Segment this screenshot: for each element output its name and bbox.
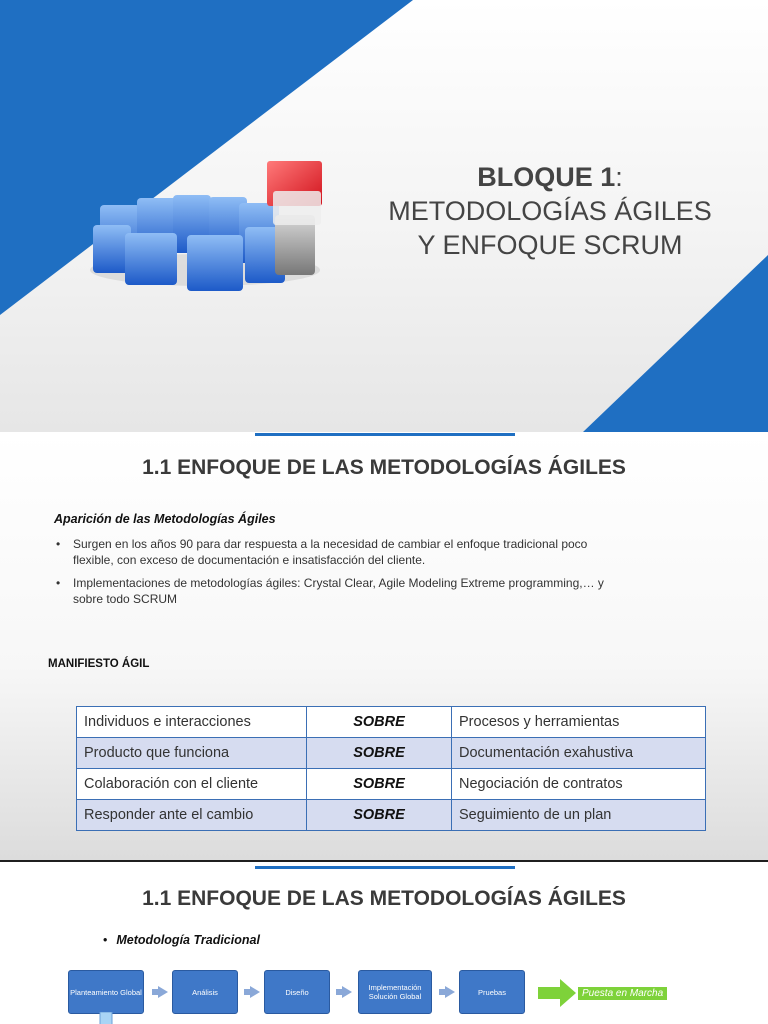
flow-arrow	[250, 986, 260, 998]
flow-step-planteamiento: Planteamiento Global	[68, 970, 144, 1014]
table-cell: Documentación exahustiva	[452, 738, 706, 769]
slide-heading: 1.1 ENFOQUE DE LAS METODOLOGÍAS ÁGILES	[142, 456, 626, 479]
title-colon: :	[615, 162, 623, 192]
content-slide-1	[0, 432, 768, 860]
bottom-right-blue-triangle	[583, 255, 768, 432]
flow-final-step: Puesta en Marcha	[578, 987, 667, 1000]
bullet-item: • Surgen en los años 90 para dar respuesta a la necesidad de cambiar el enfoque tradicional poco flexible, con exceso de documentación e insatisfacción del cliente.	[56, 536, 616, 568]
table-row	[77, 707, 706, 738]
table-cell: Responder ante el cambio	[77, 800, 307, 831]
table-cell: Procesos y herramientas	[452, 707, 706, 738]
manifesto-table	[76, 706, 706, 831]
flow-arrow	[342, 986, 352, 998]
table-cell: Individuos e interacciones	[77, 707, 307, 738]
table-cell: SOBRE	[307, 707, 452, 738]
heading-accent-bar	[255, 433, 515, 436]
table-cell: SOBRE	[307, 769, 452, 800]
table-row	[77, 800, 706, 831]
content-slide-2	[0, 862, 768, 1024]
title-line-2: METODOLOGÍAS ÁGILES	[388, 196, 712, 226]
bullet-list	[56, 536, 616, 614]
bullet-item: • Metodología Tradicional	[103, 933, 260, 947]
flow-step-analisis: Análisis	[172, 970, 238, 1014]
down-arrow	[96, 1012, 116, 1024]
slide-heading: 1.1 ENFOQUE DE LAS METODOLOGÍAS ÁGILES	[142, 887, 626, 910]
title-line-3: Y ENFOQUE SCRUM	[417, 230, 683, 260]
bullet-item: • Implementaciones de metodologías ágiles: Crystal Clear, Agile Modeling Extreme programming,… y sobre todo SCRUM	[56, 575, 616, 607]
title-slide	[0, 0, 768, 432]
manifesto-label: MANIFIESTO ÁGIL	[48, 658, 150, 670]
table-row	[77, 769, 706, 800]
title-block	[366, 160, 734, 262]
table-cell: Negociación de contratos	[452, 769, 706, 800]
flow-step-pruebas: Pruebas	[459, 970, 525, 1014]
table-cell: SOBRE	[307, 800, 452, 831]
table-cell: Colaboración con el cliente	[77, 769, 307, 800]
table-cell: Producto que funciona	[77, 738, 307, 769]
table-row	[77, 738, 706, 769]
bullet-text: Metodología Tradicional	[116, 933, 260, 947]
heading-accent-bar	[255, 866, 515, 869]
flow-arrow	[158, 986, 168, 998]
section-subheading: Aparición de las Metodologías Ágiles	[54, 512, 276, 526]
flow-step-implementacion: Implementación Solución Global	[358, 970, 432, 1014]
flow-step-diseno: Diseño	[264, 970, 330, 1014]
cube-ring-graphic	[85, 155, 345, 295]
title-bold: BLOQUE 1	[477, 162, 616, 192]
green-arrow	[538, 979, 578, 1007]
flow-arrow	[445, 986, 455, 998]
title-line-1	[366, 160, 734, 194]
table-cell: SOBRE	[307, 738, 452, 769]
table-cell: Seguimiento de un plan	[452, 800, 706, 831]
